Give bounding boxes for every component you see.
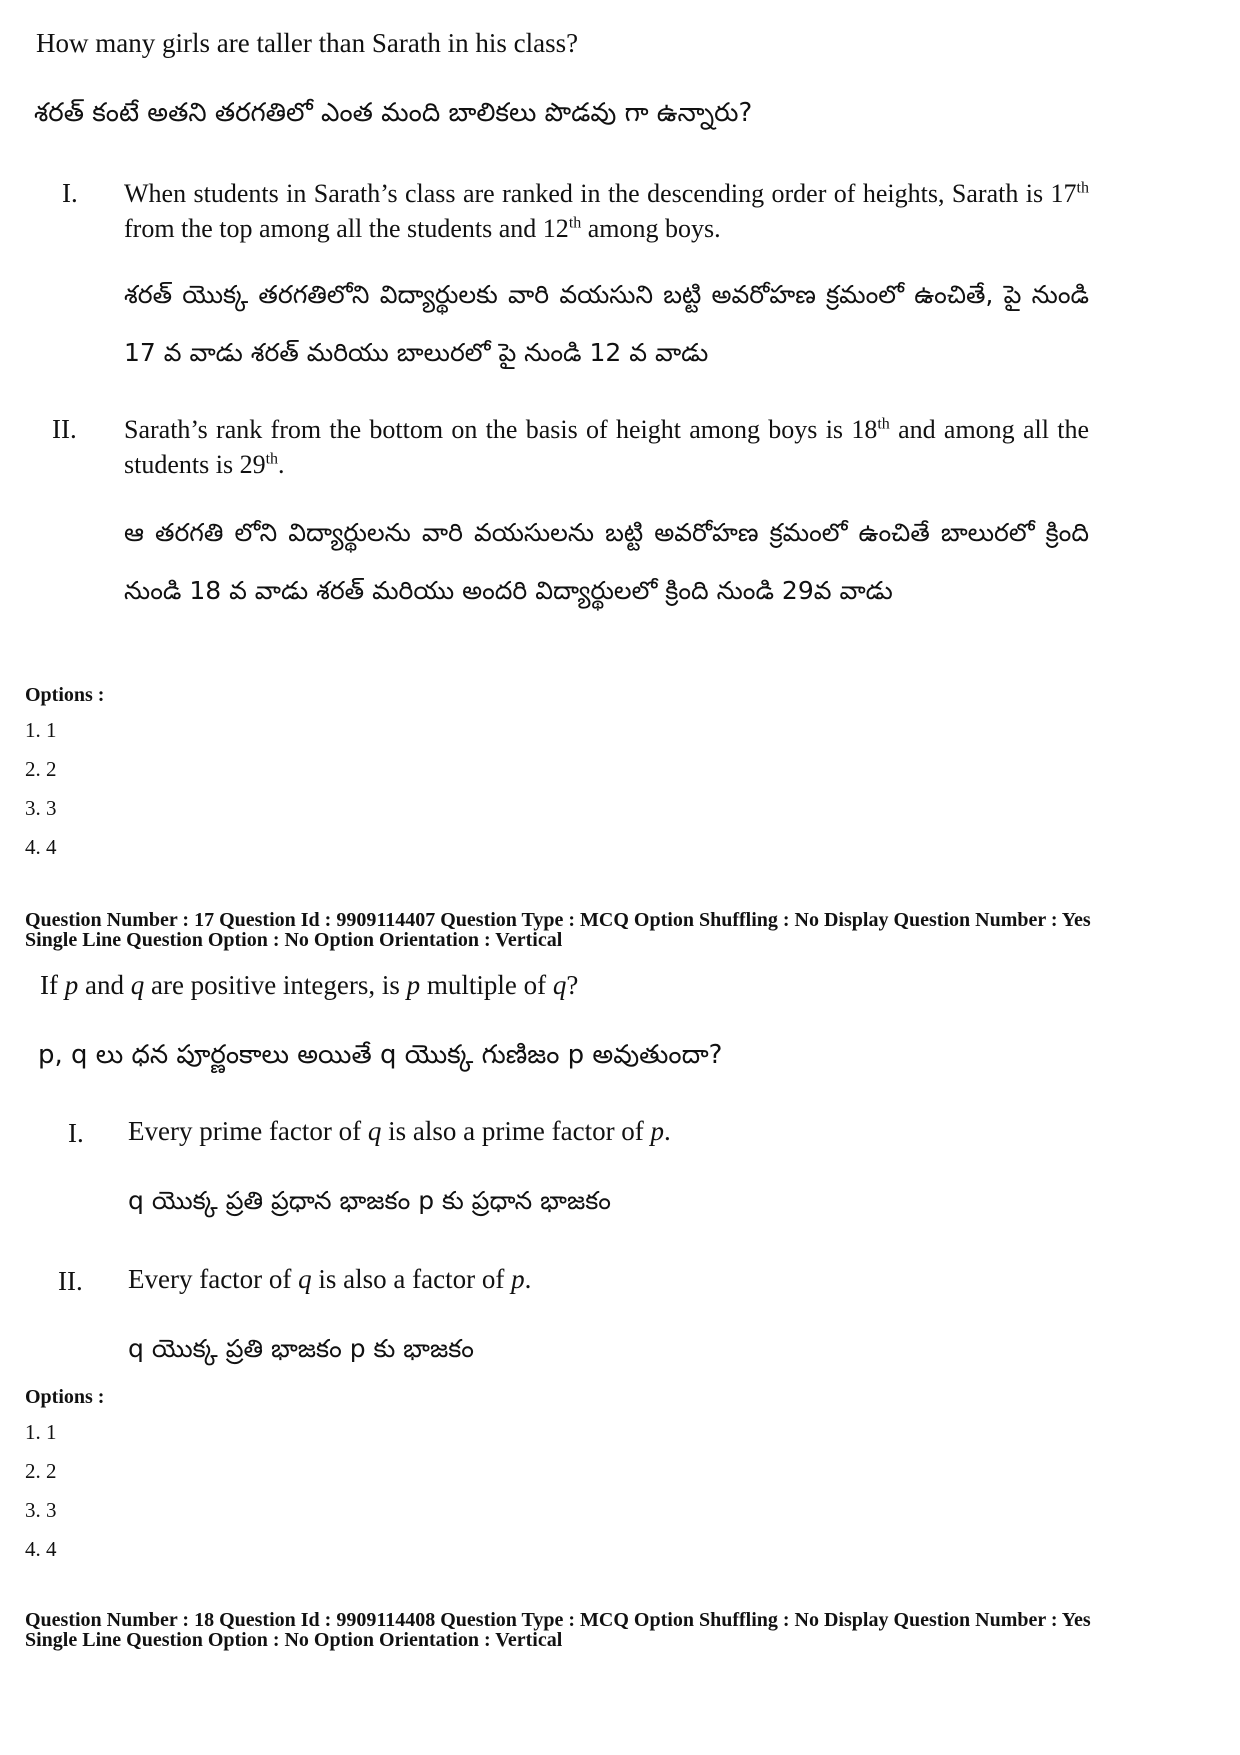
- q17-option-4[interactable]: 4. 4: [25, 1537, 57, 1561]
- q16-statement-1-en: When students in Sarath’s class are ranked in the descending order of heights, Sarath is 17th from the top among all the students and 12th among boys.: [124, 179, 1089, 243]
- q17-question-en: If p and q are positive integers, is p multiple of q?: [40, 970, 579, 1000]
- q17-question-te: p, q లు ధన పూర్ణంకాలు అయితే q యొక్క గుణిజం p అవుతుందా?: [38, 1040, 723, 1070]
- q17-option-3[interactable]: 3. 3: [25, 1498, 57, 1522]
- q18-meta-line-1: Question Number : 18 Question Id : 9909114408 Question Type : MCQ Option Shuffling : No Display Question Number : Yes: [25, 1609, 1091, 1631]
- q17-meta-line-1: Question Number : 17 Question Id : 9909114407 Question Type : MCQ Option Shuffling : No Display Question Number : Yes: [25, 909, 1091, 931]
- q18-meta-line-2: Single Line Question Option : No Option Orientation : Vertical: [25, 1629, 563, 1651]
- q16-statement-1-number: I.: [62, 178, 78, 208]
- q16-option-2[interactable]: 2. 2: [25, 757, 57, 781]
- q16-statement-2-number: II.: [52, 414, 77, 444]
- q17-option-1[interactable]: 1. 1: [25, 1420, 57, 1444]
- q16-statement-2-te: ఆ తరగతి లోని విద్యార్థులను వారి వయసులను బట్టి అవరోహణ క్రమంలో ఉంచితే బాలురలో క్రింది నుండి 18 వ వాడు శరత్ మరియు అందరి విద్యార్థులలో క్రింది నుండి 29వ వాడు: [124, 518, 1089, 605]
- q17-option-2[interactable]: 2. 2: [25, 1459, 57, 1483]
- q17-statement-1-number: I.: [68, 1118, 84, 1148]
- q16-question-te: శరత్ కంటే అతని తరగతిలో ఎంత మంది బాలికలు పొడవు గా ఉన్నారు?: [34, 98, 753, 128]
- q17-meta-line-2: Single Line Question Option : No Option Orientation : Vertical: [25, 929, 563, 951]
- q16-option-3[interactable]: 3. 3: [25, 796, 57, 820]
- q16-options-label: Options :: [25, 684, 105, 706]
- q16-question-en: How many girls are taller than Sarath in his class?: [36, 28, 579, 58]
- q16-statement-2-en: Sarath’s rank from the bottom on the basis of height among boys is 18th and among all the students is 29th.: [124, 415, 1089, 479]
- q16-option-1[interactable]: 1. 1: [25, 718, 57, 742]
- q16-statement-1-te: శరత్ యొక్క తరగతిలోని విద్యార్థులకు వారి వయసుని బట్టి అవరోహణ క్రమంలో ఉంచితే, పై నుండి 17 వ వాడు శరత్ మరియు బాలురలో పై నుండి 12 వ వాడు: [124, 280, 1089, 367]
- q16-option-4[interactable]: 4. 4: [25, 835, 57, 859]
- q17-statement-2-te: q యొక్క ప్రతి భాజకం p కు భాజకం: [128, 1334, 474, 1363]
- q17-statement-1-te: q యొక్క ప్రతి ప్రధాన భాజకం p కు ప్రధాన భాజకం: [128, 1186, 611, 1215]
- q17-statement-1-en: Every prime factor of q is also a prime factor of p.: [128, 1116, 671, 1146]
- q17-statement-2-en: Every factor of q is also a factor of p.: [128, 1264, 532, 1294]
- q17-statement-2-number: II.: [58, 1266, 83, 1296]
- q17-options-label: Options :: [25, 1386, 105, 1408]
